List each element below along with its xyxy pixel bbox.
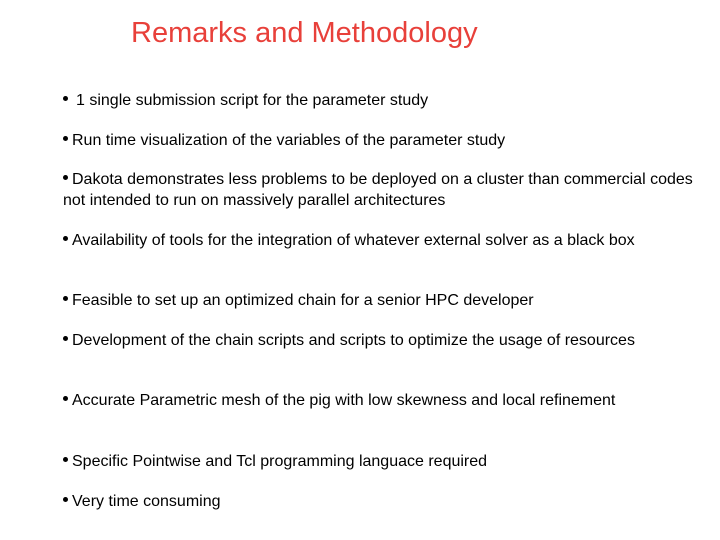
bullet-dot-icon [63,396,68,401]
bullet-text: Specific Pointwise and Tcl programming languace required [72,453,488,470]
bullet-dot-icon [63,296,68,301]
bullet-text: 1 single submission script for the parameter study [76,92,429,109]
bullet-text: Development of the chain scripts and scripts to optimize the usage of resources [72,332,635,349]
bullet-text: Availability of tools for the integration of whatever external solver as a black box [72,232,635,249]
bullet-dot-icon [63,457,68,462]
bullet-dot-icon [63,175,68,180]
bullet-item [63,169,703,211]
bullet-item [63,230,703,251]
bullet-item [63,451,703,472]
bullet-text: Run time visualization of the variables of the parameter study [72,132,506,149]
bullet-text: Feasible to set up an optimized chain for a senior HPC developer [72,292,534,309]
bullet-dot-icon [63,136,68,141]
bullet-text: Very time consuming [72,493,221,510]
bullet-item [63,130,703,151]
bullet-dot-icon [63,336,68,341]
bullet-item [63,330,703,351]
bullet-item [63,90,703,111]
bullet-dot-icon [63,236,68,241]
bullet-item [63,290,703,311]
bullet-item [63,390,703,411]
bullet-dot-icon [63,497,68,502]
bullet-dot-icon [63,96,68,101]
bullet-text: Accurate Parametric mesh of the pig with low skewness and local refinement [72,392,616,409]
slide-title: Remarks and Methodology [131,17,478,49]
bullet-item [63,491,703,512]
bullet-text: Dakota demonstrates less problems to be deployed on a cluster than commercial codes not intended to run on massively parallel architectures [63,171,693,209]
